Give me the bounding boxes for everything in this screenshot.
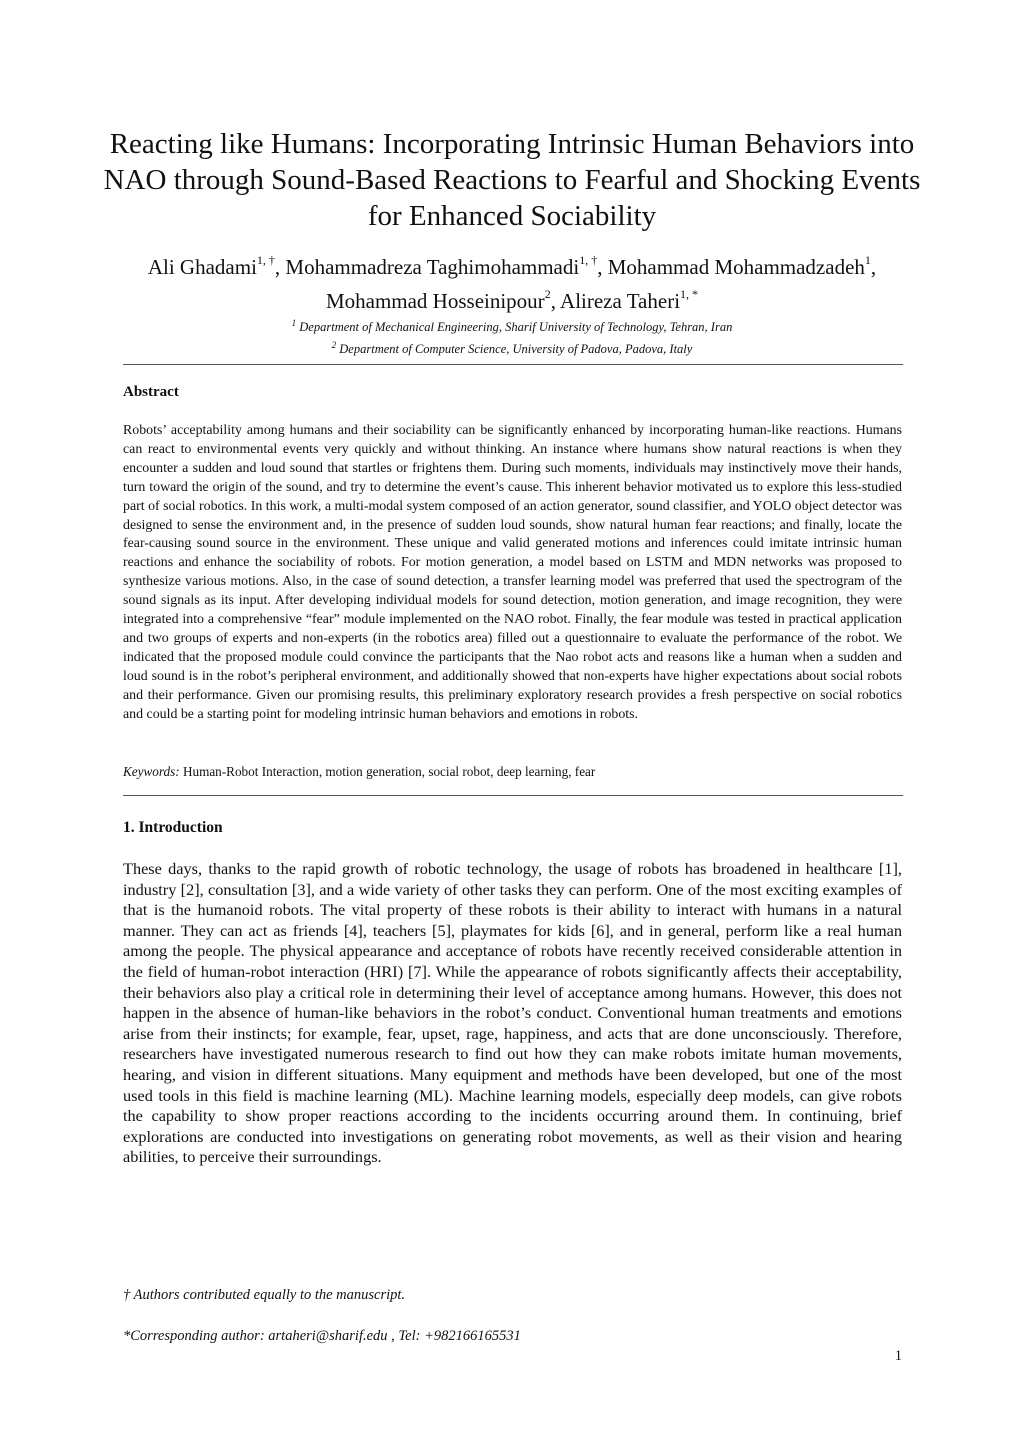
author-separator: ,	[870, 255, 877, 279]
author-affiliation-mark: 1, *	[680, 287, 699, 301]
author-separator: ,	[550, 289, 561, 313]
affiliation-number: 2	[331, 340, 337, 351]
affiliation-line	[100, 314, 924, 336]
affiliation-text: Department of Mechanical Engineering, Sharif University of Technology, Tehran, Iran	[299, 320, 733, 335]
affiliation-text: Department of Computer Science, University of Padova, Padova, Italy	[339, 342, 693, 357]
abstract-body: Robots’ acceptability among humans and their sociability can be significantly enhanced by incorporating human-like reactions. Humans can react to environmental events very quickly and without thinking. An instance where humans show natural reactions is when they encounter a sudden and loud sound that startles or frightens them. During such moments, individuals may instinctively move their hands, turn toward the origin of the sound, and try to determine the event’s cause. This inherent behavior motivated us to explore this less-studied part of social robotics. In this work, a multi-modal system composed of an action generator, sound classifier, and YOLO object detector was designed to sense the environment and, in the presence of sudden loud sounds, show natural human fear reactions; and finally, locate the fear-causing sound source in the environment. These unique and valid generated motions and inferences could imitate intrinsic human reactions and enhance the sociability of robots. For motion generation, a model based on LSTM and MDN networks was proposed to synthesize various motions. Also, in the case of sound detection, a transfer learning model was preferred that used the spectrogram of the sound signals as its input. After developing individual models for sound detection, motion generation, and image recognition, they were integrated into a comprehensive “fear” module implemented on the NAO robot. Finally, the fear module was tested in practical application and two groups of experts and non-experts (in the robotics area) filled out a questionnaire to evaluate the performance of the robot. We indicated that the proposed module could convince the participants that the Nao robot acts and reasons like a human when a sudden and loud sound is in the robot’s peripheral environment, and additionally showed that non-experts have higher expectations about social robots and their performance. Given our promising results, this preliminary exploratory research provides a fresh perspective on social robotics and could be a starting point for modeling intrinsic human behaviors and emotions in robots.	[123, 423, 902, 722]
author-name: Mohammad Hosseinipour	[325, 289, 545, 313]
footnote-corresponding-author: *Corresponding author: artaheri@sharif.edu , Tel: +982166165531	[123, 1328, 521, 1344]
keywords	[123, 763, 902, 781]
author-affiliation-mark: 2	[544, 287, 551, 301]
author-affiliation-mark: 1, †	[256, 253, 275, 267]
author-separator: ,	[274, 255, 286, 279]
author-affiliation-mark: 1, †	[579, 253, 598, 267]
affiliation-number: 1	[291, 318, 297, 328]
introduction-heading: 1. Introduction	[123, 819, 223, 836]
divider-top	[123, 364, 903, 365]
footnote-equal-contribution: † Authors contributed equally to the manuscript.	[123, 1287, 406, 1303]
page-number: 1	[894, 1348, 902, 1364]
keywords-text: Human-Robot Interaction, motion generation, social robot, deep learning, fear	[182, 764, 596, 779]
affiliations	[100, 314, 924, 358]
paper-title: Reacting like Humans: Incorporating Intrinsic Human Behaviors into NAO through Sound-Based Reactions to Fearful and Shocking Events for Enhanced Sociability	[103, 128, 921, 232]
author-affiliation-mark: 1	[864, 253, 871, 267]
affiliation-line	[100, 336, 924, 358]
author-name: Alireza Taheri	[560, 289, 681, 313]
author-name: Mohammadreza Taghimohammadi	[285, 255, 580, 279]
keywords-label: Keywords:	[123, 764, 180, 779]
author-name: Ali Ghadami	[147, 255, 257, 279]
author-separator: ,	[597, 255, 608, 279]
divider-bottom	[123, 795, 903, 796]
abstract-heading: Abstract	[123, 384, 179, 400]
introduction-body: These days, thanks to the rapid growth of robotic technology, the usage of robots has broadened in healthcare [1], industry [2], consultation [3], and a wide variety of other tasks they can perform. One of the most exciting examples of that is the humanoid robots. The vital property of these robots is their ability to interact with humans in a natural manner. They can act as friends [4], teachers [5], playmates for kids [6], and in general, perform like a real human among the people. The physical appearance and acceptance of robots have recently received considerable attention in the field of human-robot interaction (HRI) [7]. While the appearance of robots significantly affects their acceptability, their behaviors also play a critical role in determining their level of acceptance among humans. However, this does not happen in the absence of human-like behaviors in the robot’s conduct. Conventional human treatments and emotions arise from their instincts; for example, fear, upset, rage, happiness, and acts that are done unconsciously. Therefore, researchers have investigated numerous research to find out how they can make robots imitate human movements, hearing, and vision in different situations. Many equipment and methods have been developed, but one of the most used tools in this field is machine learning (ML). Machine learning models, especially deep models, can give robots the capability to show proper reactions according to the incidents occurring around them. In continuing, brief explorations are conducted into investigations on generating robot movements, as well as their vision and hearing abilities, to perceive their surroundings.	[123, 859, 902, 1167]
author-name: Mohammad Mohammadzadeh	[607, 255, 865, 279]
author-list	[100, 248, 924, 316]
